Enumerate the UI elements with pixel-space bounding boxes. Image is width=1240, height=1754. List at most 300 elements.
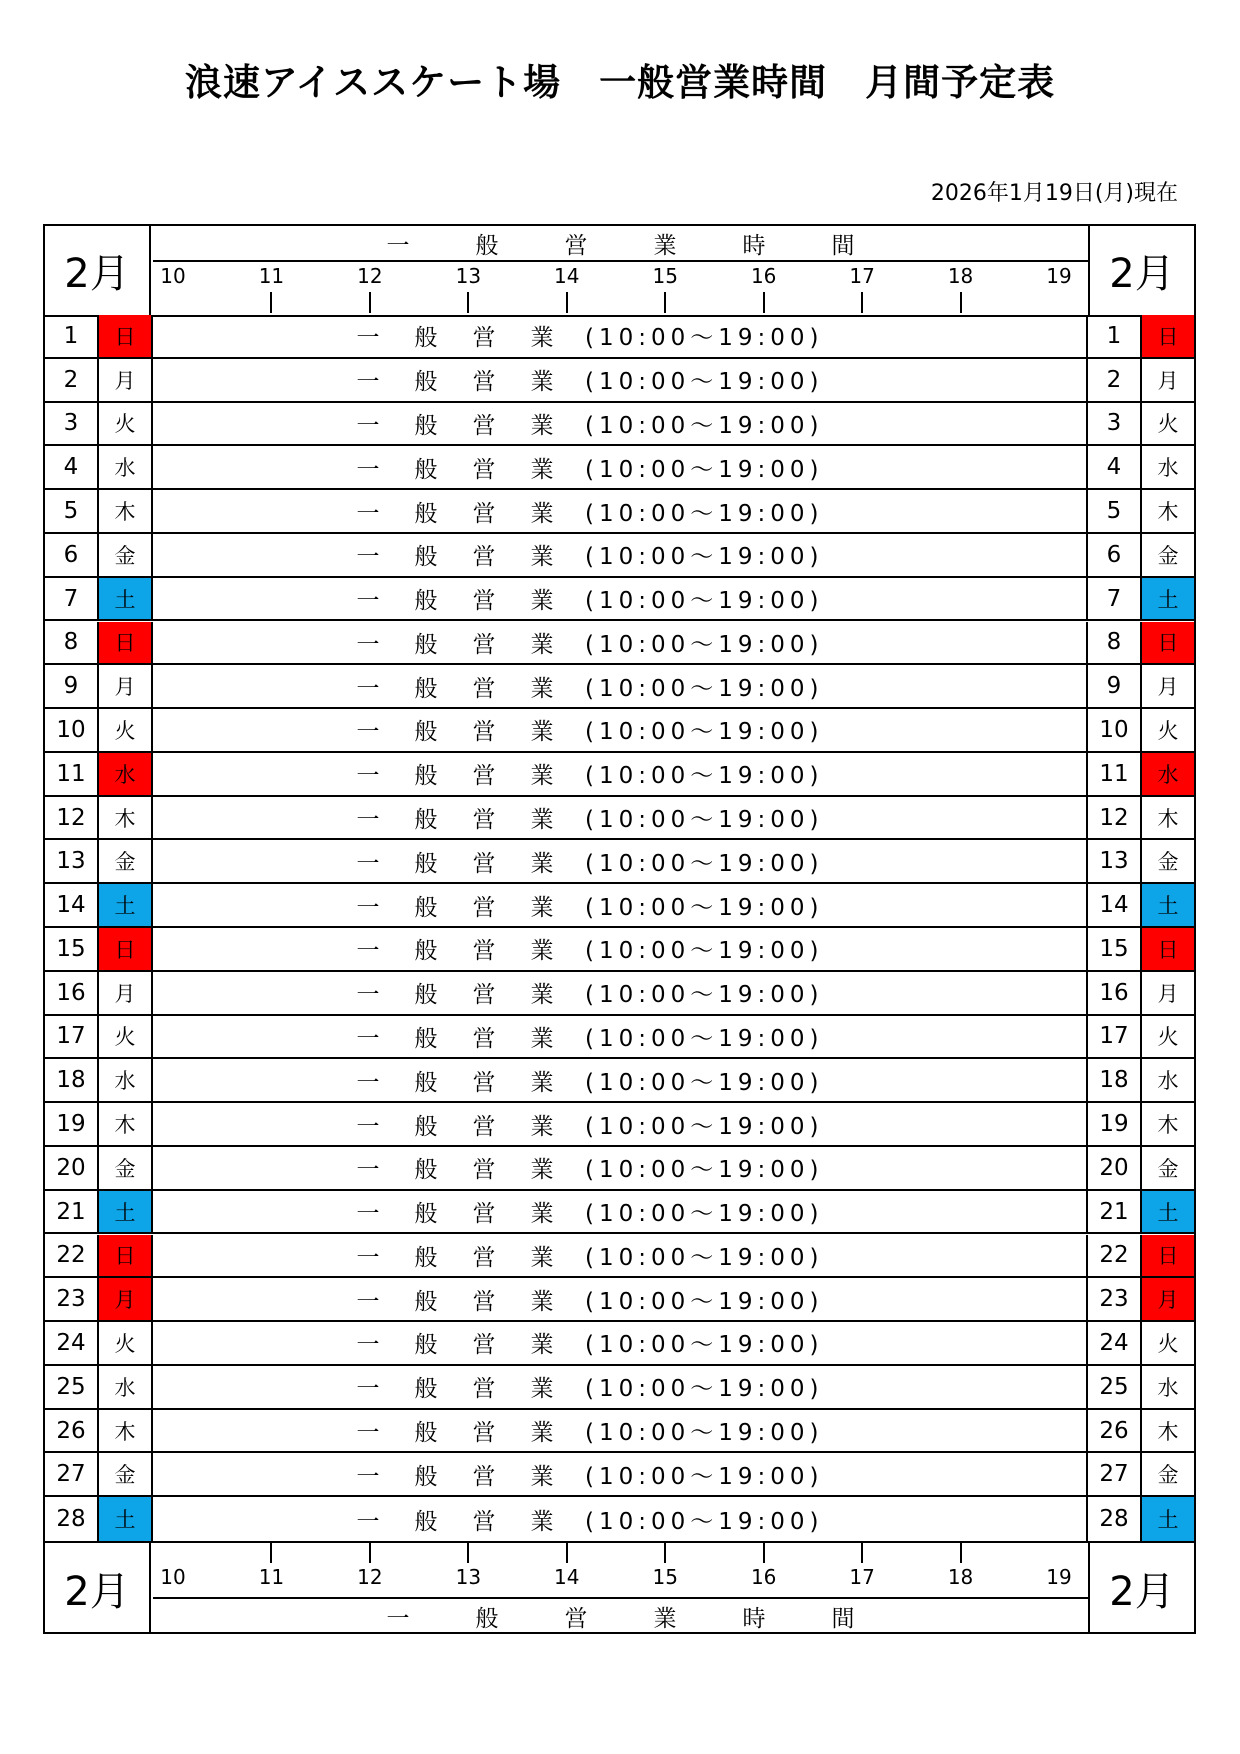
status-char: 営 — [472, 1201, 496, 1228]
status-char: 一 — [356, 325, 380, 352]
status-char: 一 — [356, 1332, 380, 1359]
business-hours — [153, 1410, 1088, 1452]
timeline-label-char: 業 — [653, 1605, 677, 1632]
status-char: 般 — [414, 1420, 438, 1447]
status-char: 業 — [530, 1201, 554, 1228]
status-char: 業 — [530, 325, 554, 352]
status-char: 一 — [356, 1244, 380, 1271]
weekday-right: 水 — [1157, 456, 1179, 481]
status-char: 業 — [530, 1157, 554, 1184]
status-char: 業 — [530, 763, 554, 790]
weekday-left: 土 — [99, 1191, 153, 1233]
status-char: 営 — [472, 631, 496, 658]
status-char: 般 — [414, 1288, 438, 1315]
status-char: 業 — [530, 1069, 554, 1096]
weekday-right: 日 — [1142, 315, 1194, 357]
weekday-right: 火 — [1157, 1331, 1179, 1356]
hour-label: 18 — [947, 264, 974, 288]
status-char: 般 — [414, 719, 438, 746]
weekday-left: 火 — [99, 1322, 153, 1364]
status-char: 営 — [472, 1508, 496, 1535]
status-char: 般 — [414, 982, 438, 1009]
hour-label: 10 — [160, 1565, 186, 1589]
day-number-right: 21 — [1088, 1191, 1142, 1233]
status-char: 業 — [530, 938, 554, 965]
table-row — [45, 1147, 1194, 1191]
status-char: 業 — [530, 631, 554, 658]
status-char: 一 — [356, 982, 380, 1009]
table-row — [45, 1366, 1194, 1410]
hour-label: 12 — [357, 1565, 383, 1589]
weekday-right: 木 — [1157, 1419, 1179, 1444]
table-row — [45, 490, 1194, 534]
status-char: 営 — [472, 894, 496, 921]
status-char: 般 — [414, 544, 438, 571]
status-char: 営 — [472, 1332, 496, 1359]
status-char: 般 — [414, 1376, 438, 1403]
table-row — [45, 622, 1194, 666]
hour-label: 14 — [554, 1565, 580, 1589]
day-number-right: 13 — [1088, 840, 1142, 882]
status-char: 営 — [472, 763, 496, 790]
status-time: (10:00～19:00) — [585, 1113, 824, 1140]
status-char: 業 — [530, 1508, 554, 1535]
business-hours — [153, 753, 1088, 795]
weekday-right: 火 — [1157, 412, 1179, 437]
weekday-left: 金 — [99, 1147, 153, 1189]
hour-tick — [861, 1543, 863, 1563]
status-char: 営 — [472, 1288, 496, 1315]
status-char: 一 — [356, 1025, 380, 1052]
weekday-right: 日 — [1142, 1235, 1194, 1277]
status-time: (10:00～19:00) — [585, 588, 824, 615]
status-char: 一 — [356, 544, 380, 571]
day-number-left: 5 — [45, 490, 99, 532]
status-char: 般 — [414, 369, 438, 396]
business-hours — [153, 1059, 1088, 1101]
status-time: (10:00～19:00) — [585, 544, 824, 571]
weekday-right: 土 — [1142, 1497, 1194, 1541]
day-number-left: 13 — [45, 840, 99, 882]
weekday-right: 金 — [1157, 1156, 1179, 1181]
day-number-right: 2 — [1088, 359, 1142, 401]
hour-tick — [467, 1543, 469, 1563]
status-char: 業 — [530, 850, 554, 877]
weekday-left: 水 — [99, 1366, 153, 1408]
weekday-right: 火 — [1157, 1025, 1179, 1050]
weekday-right: 月 — [1157, 368, 1179, 393]
timeline-label-char: 一 — [386, 232, 410, 259]
status-time: (10:00～19:00) — [585, 456, 824, 483]
weekday-left: 木 — [99, 1410, 153, 1452]
status-char: 般 — [414, 894, 438, 921]
business-hours — [153, 490, 1088, 532]
business-hours — [153, 1103, 1088, 1145]
status-time: (10:00～19:00) — [585, 631, 824, 658]
hour-tick — [664, 292, 666, 313]
status-time: (10:00～19:00) — [585, 1201, 824, 1228]
hour-label: 17 — [849, 264, 875, 288]
status-time: (10:00～19:00) — [585, 982, 824, 1009]
table-row — [45, 1322, 1194, 1366]
weekday-right: 金 — [1157, 850, 1179, 875]
day-number-left: 24 — [45, 1322, 99, 1364]
hour-label: 15 — [652, 264, 678, 288]
status-char: 営 — [472, 1244, 496, 1271]
business-hours — [153, 1147, 1088, 1189]
weekday-right: 木 — [1157, 500, 1179, 525]
status-char: 営 — [472, 807, 496, 834]
status-time: (10:00～19:00) — [585, 850, 824, 877]
status-char: 営 — [472, 675, 496, 702]
day-number-left: 19 — [45, 1103, 99, 1145]
table-row — [45, 1103, 1194, 1147]
status-char: 般 — [414, 1508, 438, 1535]
weekday-right: 金 — [1157, 1463, 1179, 1488]
status-time: (10:00～19:00) — [585, 675, 824, 702]
hour-tick — [566, 1543, 568, 1563]
day-number-left: 9 — [45, 665, 99, 707]
weekday-left: 月 — [99, 1278, 153, 1320]
table-row — [45, 446, 1194, 490]
status-char: 般 — [414, 763, 438, 790]
day-number-right: 24 — [1088, 1322, 1142, 1364]
timeline-label-char: 時 — [742, 232, 766, 259]
weekday-left: 火 — [99, 1016, 153, 1058]
hour-label: 18 — [947, 1565, 974, 1589]
hour-tick — [861, 292, 863, 313]
table-row — [45, 1191, 1194, 1235]
table-row — [45, 665, 1194, 709]
weekday-right: 水 — [1142, 753, 1194, 795]
day-number-left: 21 — [45, 1191, 99, 1233]
hour-label: 19 — [1046, 264, 1072, 288]
weekday-left: 火 — [99, 403, 153, 445]
hour-label: 13 — [455, 264, 482, 288]
status-time: (10:00～19:00) — [585, 763, 824, 790]
day-number-right: 3 — [1088, 403, 1142, 445]
business-hours — [153, 840, 1088, 882]
status-char: 般 — [414, 500, 438, 527]
status-char: 般 — [414, 588, 438, 615]
day-number-right: 7 — [1088, 578, 1142, 620]
hour-tick — [270, 292, 272, 313]
table-row — [45, 1278, 1194, 1322]
day-number-left: 14 — [45, 884, 99, 926]
business-hours — [153, 972, 1088, 1014]
status-char: 営 — [472, 1113, 496, 1140]
status-time: (10:00～19:00) — [585, 1157, 824, 1184]
day-number-left: 22 — [45, 1235, 99, 1277]
day-number-right: 25 — [1088, 1366, 1142, 1408]
status-char: 営 — [472, 500, 496, 527]
status-char: 業 — [530, 1376, 554, 1403]
table-row — [45, 1410, 1194, 1454]
timeline-label-char: 業 — [653, 232, 677, 259]
status-char: 業 — [530, 807, 554, 834]
table-row — [45, 928, 1194, 972]
month-label-right: 2月 — [1088, 226, 1194, 315]
hour-tick — [763, 292, 765, 313]
month-label-left: 2月 — [45, 1543, 151, 1634]
status-time: (10:00～19:00) — [585, 719, 824, 746]
status-char: 営 — [472, 1420, 496, 1447]
status-char: 営 — [472, 719, 496, 746]
status-char: 般 — [414, 1069, 438, 1096]
table-row — [45, 972, 1194, 1016]
day-number-right: 9 — [1088, 665, 1142, 707]
status-char: 営 — [472, 369, 496, 396]
business-hours — [153, 884, 1088, 926]
business-hours — [153, 1016, 1088, 1058]
day-number-left: 3 — [45, 403, 99, 445]
status-char: 般 — [414, 456, 438, 483]
status-char: 一 — [356, 894, 380, 921]
day-number-right: 14 — [1088, 884, 1142, 926]
day-number-left: 18 — [45, 1059, 99, 1101]
day-number-right: 5 — [1088, 490, 1142, 532]
status-char: 業 — [530, 719, 554, 746]
day-number-right: 26 — [1088, 1410, 1142, 1452]
business-hours — [153, 665, 1088, 707]
status-time: (10:00～19:00) — [585, 1244, 824, 1271]
status-char: 一 — [356, 1463, 380, 1490]
timeline-label-char: 時 — [742, 1605, 766, 1632]
hour-tick — [369, 292, 371, 313]
day-number-left: 8 — [45, 622, 99, 664]
status-char: 般 — [414, 807, 438, 834]
hour-label: 16 — [750, 1565, 777, 1589]
business-hours — [153, 1366, 1088, 1408]
table-row — [45, 797, 1194, 841]
status-char: 営 — [472, 1069, 496, 1096]
weekday-right: 金 — [1157, 543, 1179, 568]
status-char: 業 — [530, 1463, 554, 1490]
status-time: (10:00～19:00) — [585, 412, 824, 439]
status-char: 一 — [356, 412, 380, 439]
status-char: 業 — [530, 369, 554, 396]
timeline-label-char: 営 — [564, 1605, 588, 1632]
day-number-left: 20 — [45, 1147, 99, 1189]
day-number-right: 16 — [1088, 972, 1142, 1014]
weekday-right: 月 — [1157, 675, 1179, 700]
business-hours — [153, 1191, 1088, 1233]
weekday-left: 火 — [99, 709, 153, 751]
hour-tick — [960, 292, 962, 313]
table-row — [45, 1453, 1194, 1497]
timeline-label-char: 間 — [831, 1605, 855, 1632]
status-char: 営 — [472, 1376, 496, 1403]
day-number-left: 2 — [45, 359, 99, 401]
weekday-left: 日 — [99, 928, 153, 970]
weekday-right: 月 — [1142, 1278, 1194, 1320]
status-char: 一 — [356, 1420, 380, 1447]
day-number-right: 22 — [1088, 1235, 1142, 1277]
business-hours — [153, 1278, 1088, 1320]
day-number-right: 11 — [1088, 753, 1142, 795]
hour-label: 10 — [160, 264, 186, 288]
day-number-left: 17 — [45, 1016, 99, 1058]
status-char: 一 — [356, 1288, 380, 1315]
status-char: 業 — [530, 894, 554, 921]
hour-label: 16 — [750, 264, 777, 288]
hour-label: 11 — [258, 264, 285, 288]
table-row — [45, 578, 1194, 622]
status-char: 般 — [414, 1244, 438, 1271]
status-time: (10:00～19:00) — [585, 369, 824, 396]
weekday-left: 金 — [99, 534, 153, 576]
status-time: (10:00～19:00) — [585, 938, 824, 965]
day-number-left: 11 — [45, 753, 99, 795]
weekday-right: 水 — [1157, 1375, 1179, 1400]
status-time: (10:00～19:00) — [585, 807, 824, 834]
business-hours — [153, 797, 1088, 839]
day-number-right: 28 — [1088, 1497, 1142, 1541]
status-time: (10:00～19:00) — [585, 1069, 824, 1096]
weekday-left: 日 — [99, 315, 153, 357]
day-number-right: 27 — [1088, 1453, 1142, 1495]
business-hours — [153, 1453, 1088, 1495]
status-char: 般 — [414, 631, 438, 658]
status-char: 一 — [356, 675, 380, 702]
business-hours — [153, 446, 1088, 488]
status-time: (10:00～19:00) — [585, 1463, 824, 1490]
status-char: 営 — [472, 588, 496, 615]
status-char: 般 — [414, 938, 438, 965]
day-number-left: 4 — [45, 446, 99, 488]
status-char: 業 — [530, 456, 554, 483]
status-char: 業 — [530, 1113, 554, 1140]
timeline-label-char: 一 — [386, 1605, 410, 1632]
weekday-left: 金 — [99, 840, 153, 882]
hour-label: 13 — [455, 1565, 482, 1589]
status-time: (10:00～19:00) — [585, 500, 824, 527]
hour-tick — [960, 1543, 962, 1563]
day-number-left: 1 — [45, 315, 99, 357]
status-char: 業 — [530, 982, 554, 1009]
status-time: (10:00～19:00) — [585, 1288, 824, 1315]
table-row — [45, 753, 1194, 797]
day-number-left: 25 — [45, 1366, 99, 1408]
business-hours — [153, 1497, 1088, 1541]
business-hours — [153, 578, 1088, 620]
status-char: 営 — [472, 850, 496, 877]
status-char: 一 — [356, 1201, 380, 1228]
timeline-rule — [153, 260, 1088, 262]
day-number-left: 16 — [45, 972, 99, 1014]
status-char: 一 — [356, 1069, 380, 1096]
weekday-left: 木 — [99, 1103, 153, 1145]
hour-label: 19 — [1046, 1565, 1072, 1589]
weekday-left: 土 — [99, 884, 153, 926]
day-number-left: 12 — [45, 797, 99, 839]
weekday-right: 木 — [1157, 806, 1179, 831]
table-row — [45, 534, 1194, 578]
weekday-right: 土 — [1142, 884, 1194, 926]
business-hours — [153, 622, 1088, 664]
status-time: (10:00～19:00) — [585, 1332, 824, 1359]
page-title: 浪速アイススケート場 一般営業時間 月間予定表 — [184, 61, 1056, 104]
business-hours — [153, 534, 1088, 576]
table-row — [45, 884, 1194, 928]
status-char: 営 — [472, 456, 496, 483]
status-char: 営 — [472, 544, 496, 571]
month-label-right: 2月 — [1088, 1543, 1194, 1634]
status-char: 業 — [530, 1420, 554, 1447]
status-char: 営 — [472, 938, 496, 965]
status-char: 般 — [414, 1201, 438, 1228]
weekday-left: 金 — [99, 1453, 153, 1495]
table-row — [45, 359, 1194, 403]
business-hours — [153, 315, 1088, 357]
status-char: 一 — [356, 850, 380, 877]
status-char: 業 — [530, 1288, 554, 1315]
month-label-left: 2月 — [45, 226, 151, 315]
status-char: 業 — [530, 412, 554, 439]
day-number-left: 15 — [45, 928, 99, 970]
day-number-right: 19 — [1088, 1103, 1142, 1145]
day-number-right: 12 — [1088, 797, 1142, 839]
hour-label: 14 — [554, 264, 580, 288]
status-char: 営 — [472, 325, 496, 352]
day-number-right: 23 — [1088, 1278, 1142, 1320]
business-hours — [153, 359, 1088, 401]
table-row — [45, 1016, 1194, 1060]
day-number-right: 6 — [1088, 534, 1142, 576]
schedule-table — [43, 224, 1196, 1634]
status-char: 営 — [472, 412, 496, 439]
status-char: 一 — [356, 719, 380, 746]
day-number-left: 27 — [45, 1453, 99, 1495]
day-number-right: 4 — [1088, 446, 1142, 488]
weekday-left: 木 — [99, 490, 153, 532]
status-char: 業 — [530, 1025, 554, 1052]
day-number-left: 10 — [45, 709, 99, 751]
weekday-right: 木 — [1157, 1113, 1179, 1138]
status-char: 一 — [356, 631, 380, 658]
hour-tick — [270, 1543, 272, 1563]
table-row — [45, 1497, 1194, 1541]
status-char: 業 — [530, 675, 554, 702]
weekday-left: 水 — [99, 753, 153, 795]
day-number-right: 10 — [1088, 709, 1142, 751]
status-char: 般 — [414, 1332, 438, 1359]
status-char: 一 — [356, 1157, 380, 1184]
status-char: 般 — [414, 1025, 438, 1052]
day-number-left: 23 — [45, 1278, 99, 1320]
status-char: 般 — [414, 675, 438, 702]
status-char: 業 — [530, 500, 554, 527]
header-bottom — [45, 1541, 1194, 1634]
timeline-bottom — [153, 1543, 1088, 1634]
day-number-left: 7 — [45, 578, 99, 620]
status-time: (10:00～19:00) — [585, 894, 824, 921]
day-number-left: 28 — [45, 1497, 99, 1541]
hour-label: 11 — [258, 1565, 285, 1589]
status-char: 一 — [356, 588, 380, 615]
weekday-left: 月 — [99, 972, 153, 1014]
weekday-left: 木 — [99, 797, 153, 839]
status-char: 一 — [356, 807, 380, 834]
status-time: (10:00～19:00) — [585, 1025, 824, 1052]
table-row — [45, 1059, 1194, 1103]
status-char: 営 — [472, 1025, 496, 1052]
day-number-left: 6 — [45, 534, 99, 576]
weekday-right: 月 — [1157, 981, 1179, 1006]
status-char: 業 — [530, 544, 554, 571]
weekday-left: 土 — [99, 578, 153, 620]
timeline-top — [153, 226, 1088, 315]
